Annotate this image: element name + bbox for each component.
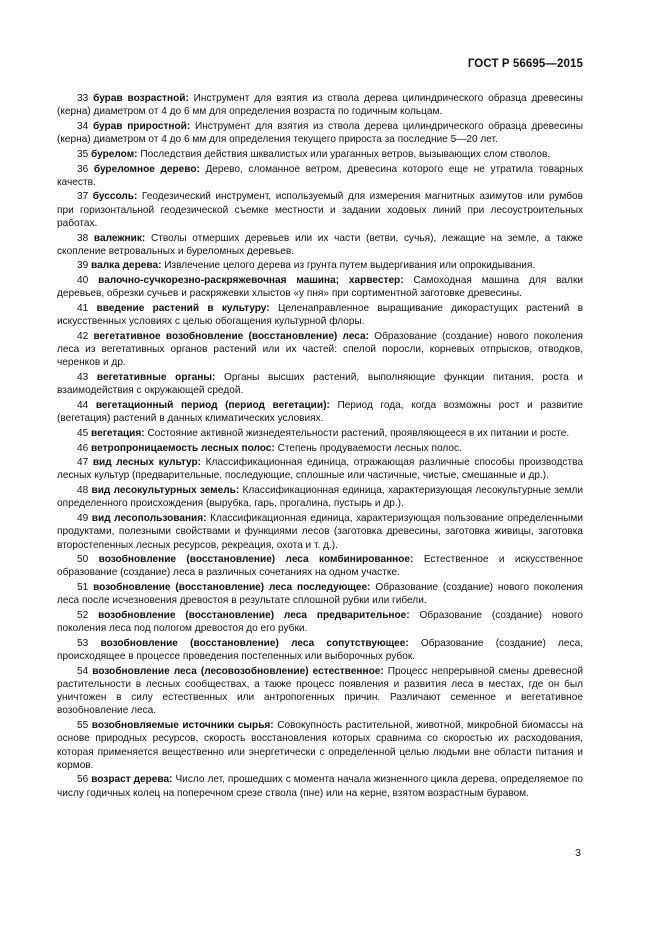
term-definition: Процесс непрерывной смены древесной растительности в лесных сообществах, а также процесс появления и развития леса в местах, где он был уничтожен в силу естественных или антропогенных причин. Различают семенное и вегетативное возобновление леса. (57, 665, 583, 717)
term-title: ветропроницаемость лесных полос: (91, 442, 275, 454)
term-number: 41 (77, 303, 89, 315)
term-entry (57, 148, 583, 161)
term-definition: Совокупность растительной, животной, микробной биомассы на основе природных ресурсов, скорость восстановления которых сравнима со скоростью их расходования, которая применяется вещественно или энергетически с определенной целью людьми вне области питания и кормов. (57, 720, 583, 771)
term-definition: Извлечение целого дерева из грунта путем выдергивания или опрокидывания. (164, 260, 536, 272)
term-title: вегетационный период (период вегетации): (95, 399, 330, 411)
term-title: бурав приростной: (92, 120, 191, 132)
term-title: возраст дерева: (91, 774, 173, 786)
term-title: возобновляемые источники сырья: (91, 720, 274, 732)
term-definition: Образование (создание) леса, происходящее в процессе проведения постепенных или выборочных рубок. (57, 637, 584, 663)
page-number: 3 (575, 847, 581, 859)
term-number: 34 (77, 120, 89, 132)
term-definition: Последствия действия шквалистых или ураганных ветров, вызывающих слом стволов. (140, 148, 551, 160)
term-number: 54 (77, 665, 89, 677)
term-title: введение растений в культуру: (96, 303, 270, 315)
term-entry (57, 719, 583, 772)
term-title: вид лесных культур: (92, 457, 202, 469)
term-title: бурелом: (91, 148, 138, 160)
term-definition: Образование (создание) нового поколения леса после исчезновения древостоя в результате сплошной рубки или гибели. (57, 582, 583, 607)
term-number: 39 (77, 260, 89, 272)
term-entry (57, 120, 583, 146)
term-number: 47 (77, 457, 89, 469)
term-title: валочно-сучкорезно-раскряжевочная машина; харвестер: (98, 275, 404, 287)
term-entry (57, 553, 583, 579)
terms-list (57, 92, 583, 801)
term-title: вегетативные органы: (96, 372, 216, 384)
term-entry (57, 773, 583, 799)
term-definition: Органы высших растений, выполняющие функции питания, роста и взаимодействия с окружающей средой. (57, 372, 584, 397)
term-title: возобновление (восстановление) леса предварительное: (98, 610, 410, 622)
term-entry (57, 371, 583, 397)
term-number: 51 (77, 582, 89, 594)
term-title: бурав возрастной: (93, 93, 189, 104)
term-definition: Целенаправленное выращивание дикорастущих растений в искусственных условиях с целью обогащения культурной флоры. (57, 303, 583, 328)
term-definition: Период года, когда возможны рост и развитие (вегетация) растений в данных климатических условиях. (57, 399, 583, 425)
term-title: валежник: (93, 232, 146, 244)
term-title: валка дерева: (91, 260, 162, 272)
term-definition: Образование (создание) нового поколения леса под пологом древостоя до его рубки. (57, 610, 583, 635)
term-number: 33 (77, 93, 89, 104)
term-number: 45 (77, 427, 89, 439)
term-definition: Дерево, сломанное ветром, древесина которого еще не утратила товарных качеств. (57, 163, 583, 188)
term-definition: Геодезический инструмент, используемый для измерения магнитных азимутов или румбов при горизонтальной геодезической съемке местности и задании ходовых линий при лесоустроительных работах. (57, 191, 583, 229)
term-title: возобновление леса (лесовозобновление) естественное: (92, 665, 384, 677)
term-number: 56 (77, 774, 89, 786)
term-number: 52 (77, 610, 89, 622)
term-definition: Образование (создание) нового поколения леса из вегетативных органов растений или их частей: спелой поросли, корневых отпрысков, отводков, черенков и др. (57, 330, 583, 369)
term-entry (57, 581, 583, 607)
term-entry (57, 302, 583, 328)
term-entry (57, 232, 583, 258)
term-title: вегетация: (91, 427, 145, 439)
term-number: 40 (77, 275, 89, 287)
term-title: возобновление (восстановление) леса последующее: (93, 582, 371, 594)
term-title: вид лесокультурных земель: (91, 485, 240, 497)
term-title: вид лесопользования: (91, 513, 207, 525)
term-number: 37 (77, 191, 89, 203)
term-definition: Классификационная единица, характеризующая лесокультурные земли определенного происхождения (вырубка, гарь, прогалина, пустырь и др.). (57, 485, 583, 510)
term-title: буреломное дерево: (93, 163, 200, 175)
term-entry (57, 609, 583, 635)
term-definition: Классификационная единица, отражающая различные способы производства лесных культур (предварительные, последующие, сплошные или частичные, чистые, смешанные и др.). (57, 457, 583, 482)
term-number: 35 (77, 148, 89, 160)
term-entry (57, 274, 583, 300)
term-definition: Естественное и искусственное образование (создание) леса в различных сочетаниях на одном участке. (57, 554, 584, 579)
term-definition: Инструмент для взятия из ствола дерева цилиндрического образца древесины (керна) диаметром от 4 до 6 мм для определения возраста по годичным кольцам. (57, 93, 583, 118)
term-entry (57, 456, 583, 482)
term-number: 53 (77, 637, 89, 649)
term-entry (57, 259, 583, 272)
term-number: 55 (77, 720, 89, 732)
term-entry (57, 512, 583, 552)
term-definition: Число лет, прошедших с момента начала жизненного цикла дерева, определяемое по числу годичных колец на поперечном срезе ствола (пне) или на керне, взятом возрастным буравом. (57, 774, 583, 799)
term-entry (57, 399, 583, 425)
term-title: вегетативное возобновление (восстановление) леса: (93, 330, 370, 342)
term-definition: Самоходная машина для валки деревьев, обрезки сучьев и раскряжевки хлыстов «у пня» при сортиментной заготовке древесины. (57, 275, 583, 300)
term-entry (57, 665, 583, 718)
term-number: 46 (77, 442, 89, 454)
term-entry (57, 427, 583, 440)
term-title: возобновление (восстановление) леса сопутствующее: (100, 637, 409, 649)
term-entry (57, 163, 583, 189)
term-definition: Классификационная единица, характеризующая пользование определенными продуктами, полезными свойствами и функциями лесов (заготовка древесины, заготовка живицы, заготовка второстепенных лесных ресурсов, рекреация, охота и т. д.). (57, 513, 583, 551)
term-number: 38 (77, 232, 89, 244)
term-number: 50 (77, 554, 89, 566)
term-entry (57, 484, 583, 510)
term-number: 36 (77, 163, 89, 175)
standard-code: ГОСТ Р 56695—2015 (467, 58, 583, 70)
term-entry (57, 637, 583, 663)
term-number: 44 (77, 399, 89, 411)
term-title: возобновление (восстановление) леса комбинированное: (98, 554, 414, 566)
term-number: 48 (77, 485, 89, 497)
term-entry (57, 190, 583, 230)
term-number: 42 (77, 330, 89, 342)
term-title: буссоль: (92, 191, 138, 203)
term-entry (57, 442, 583, 455)
term-entry (57, 92, 583, 118)
term-definition: Инструмент для взятия из ствола дерева цилиндрического образца древесины (керна) диаметром от 4 до 6 мм для определения текущего прироста за последние 5—20 лет. (57, 120, 583, 146)
term-definition: Состояние активной жизнедеятельности растений, проявляющееся в их питании и росте. (147, 427, 570, 439)
term-number: 49 (77, 513, 89, 525)
term-number: 43 (77, 372, 89, 384)
term-entry (57, 330, 583, 370)
term-definition: Степень продуваемости лесных полос. (277, 442, 462, 454)
term-definition: Стволы отмерших деревьев или их части (ветви, сучья), лежащие на земле, а также скопление ветровальных и буреломных деревьев. (57, 232, 583, 257)
